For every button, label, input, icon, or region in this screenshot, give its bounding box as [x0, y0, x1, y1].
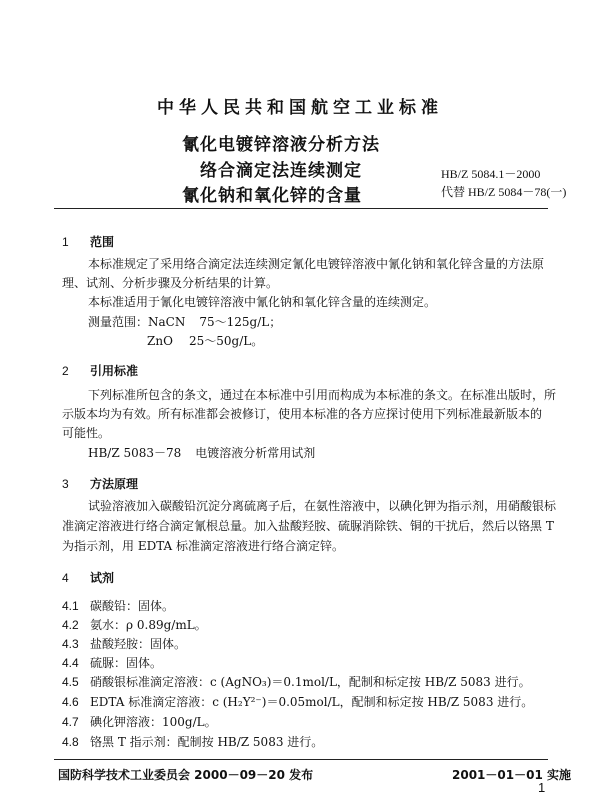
item-text: 铬黑 T 指示剂：配制按 HB/Z 5083 进行。 — [90, 735, 324, 749]
reagent-item — [62, 713, 217, 730]
item-text: 硫脲：固体。 — [90, 656, 163, 670]
standard-code: HB/Z 5084.1－2000 — [441, 167, 541, 181]
reagent-item — [62, 733, 323, 750]
reagent-item — [62, 616, 207, 633]
section-number: 1 — [62, 235, 69, 249]
paragraph-line: 下列标准所包含的条文，通过在本标准中引用而构成为本标准的条文。在标准出版时，所 — [88, 388, 557, 402]
item-number: 4.8 — [62, 735, 79, 749]
item-text: 碳酸铅：固体。 — [90, 599, 175, 613]
item-text: 碘化钾溶液：100g/L。 — [90, 715, 217, 729]
paragraph-line: 本标准适用于氰化电镀锌溶液中氰化钠和氧化锌含量的连续测定。 — [88, 295, 437, 309]
paragraph-line: 本标准规定了采用络合滴定法连续测定氰化电镀锌溶液中氰化钠和氧化锌含量的方法原 — [88, 257, 545, 271]
reagent-item — [62, 654, 162, 671]
section-heading-3 — [62, 475, 138, 492]
section-number: 2 — [62, 364, 69, 378]
effective-date: 2001－01－01 实施 — [452, 768, 571, 782]
item-number: 4.2 — [62, 618, 79, 632]
paragraph-line: 为指示剂，用 EDTA 标准滴定溶液进行络合滴定锌。 — [62, 539, 345, 553]
standard-header: 中华人民共和国航空工业标准 — [157, 98, 443, 118]
section-title: 引用标准 — [90, 364, 139, 378]
range-row-2 — [147, 333, 263, 350]
reagent-item — [62, 693, 533, 710]
footer-divider — [54, 759, 548, 760]
item-text: 硝酸银标准滴定溶液：c (AgNO₃)＝0.1mol/L，配制和标定按 HB/Z 5083 进行。 — [90, 675, 531, 689]
replaces-code: 代替 HB/Z 5084－78(一) — [441, 185, 567, 199]
doc-title-line2: 络合滴定法连续测定 — [200, 161, 362, 181]
item-number: 4.1 — [62, 599, 79, 613]
range-value: 25～50g/L。 — [189, 334, 264, 348]
item-text: 盐酸羟胺：固体。 — [90, 637, 187, 651]
section-title: 范围 — [90, 235, 115, 249]
reagent-item — [62, 673, 531, 690]
item-number: 4.3 — [62, 637, 79, 651]
section-heading-1 — [62, 233, 114, 250]
issue-date: 国防科学技术工业委员会 2000－09－20 发布 — [58, 768, 314, 782]
item-number: 4.7 — [62, 715, 79, 729]
range-row-1 — [88, 314, 281, 331]
paragraph-line: 准滴定溶液进行络合滴定氰根总量。加入盐酸羟胺、硫脲消除铁、铜的干扰后，然后以铬黑 T — [62, 519, 554, 533]
section-title: 方法原理 — [90, 477, 139, 491]
section-heading-4 — [62, 569, 114, 586]
section-title: 试剂 — [90, 571, 115, 585]
paragraph-line: 试验溶液加入碳酸铅沉淀分离硫离子后，在氨性溶液中，以碘化钾为指示剂，用硝酸银标 — [88, 499, 557, 513]
item-number: 4.6 — [62, 695, 79, 709]
range-label: 测量范围： — [88, 315, 149, 329]
item-text: EDTA 标准滴定溶液：c (H₂Y²⁻)＝0.05mol/L，配制和标定按 HB/Z 5083 进行。 — [90, 695, 534, 709]
title-divider — [54, 208, 548, 209]
paragraph-line: 理、试剂、分析步骤及分析结果的计算。 — [62, 276, 279, 290]
reference-name: 电镀溶液分析常用试剂 — [195, 446, 316, 460]
section-number: 4 — [62, 571, 69, 585]
reagent-item — [62, 635, 186, 652]
paragraph-line: 示版本均为有效。所有标准都会被修订，使用本标准的各方应探讨使用下列标准最新版本的 — [62, 407, 543, 421]
range-substance: NaCN — [148, 315, 186, 329]
reference-code: HB/Z 5083－78 — [88, 446, 182, 460]
item-number: 4.5 — [62, 675, 79, 689]
reference-line — [88, 445, 315, 462]
section-number: 3 — [62, 477, 69, 491]
doc-title-line3: 氰化钠和氧化锌的含量 — [182, 186, 362, 206]
paragraph-line: 可能性。 — [62, 426, 111, 440]
item-text: 氨水：ρ 0.89g/mL。 — [90, 618, 207, 632]
range-value: 75～125g/L； — [199, 315, 282, 329]
section-heading-2 — [62, 362, 138, 379]
range-substance: ZnO — [147, 334, 173, 348]
item-number: 4.4 — [62, 656, 79, 670]
reagent-item — [62, 597, 174, 614]
page-number: 1 — [538, 780, 546, 795]
doc-title-line1: 氰化电镀锌溶液分析方法 — [182, 135, 380, 155]
